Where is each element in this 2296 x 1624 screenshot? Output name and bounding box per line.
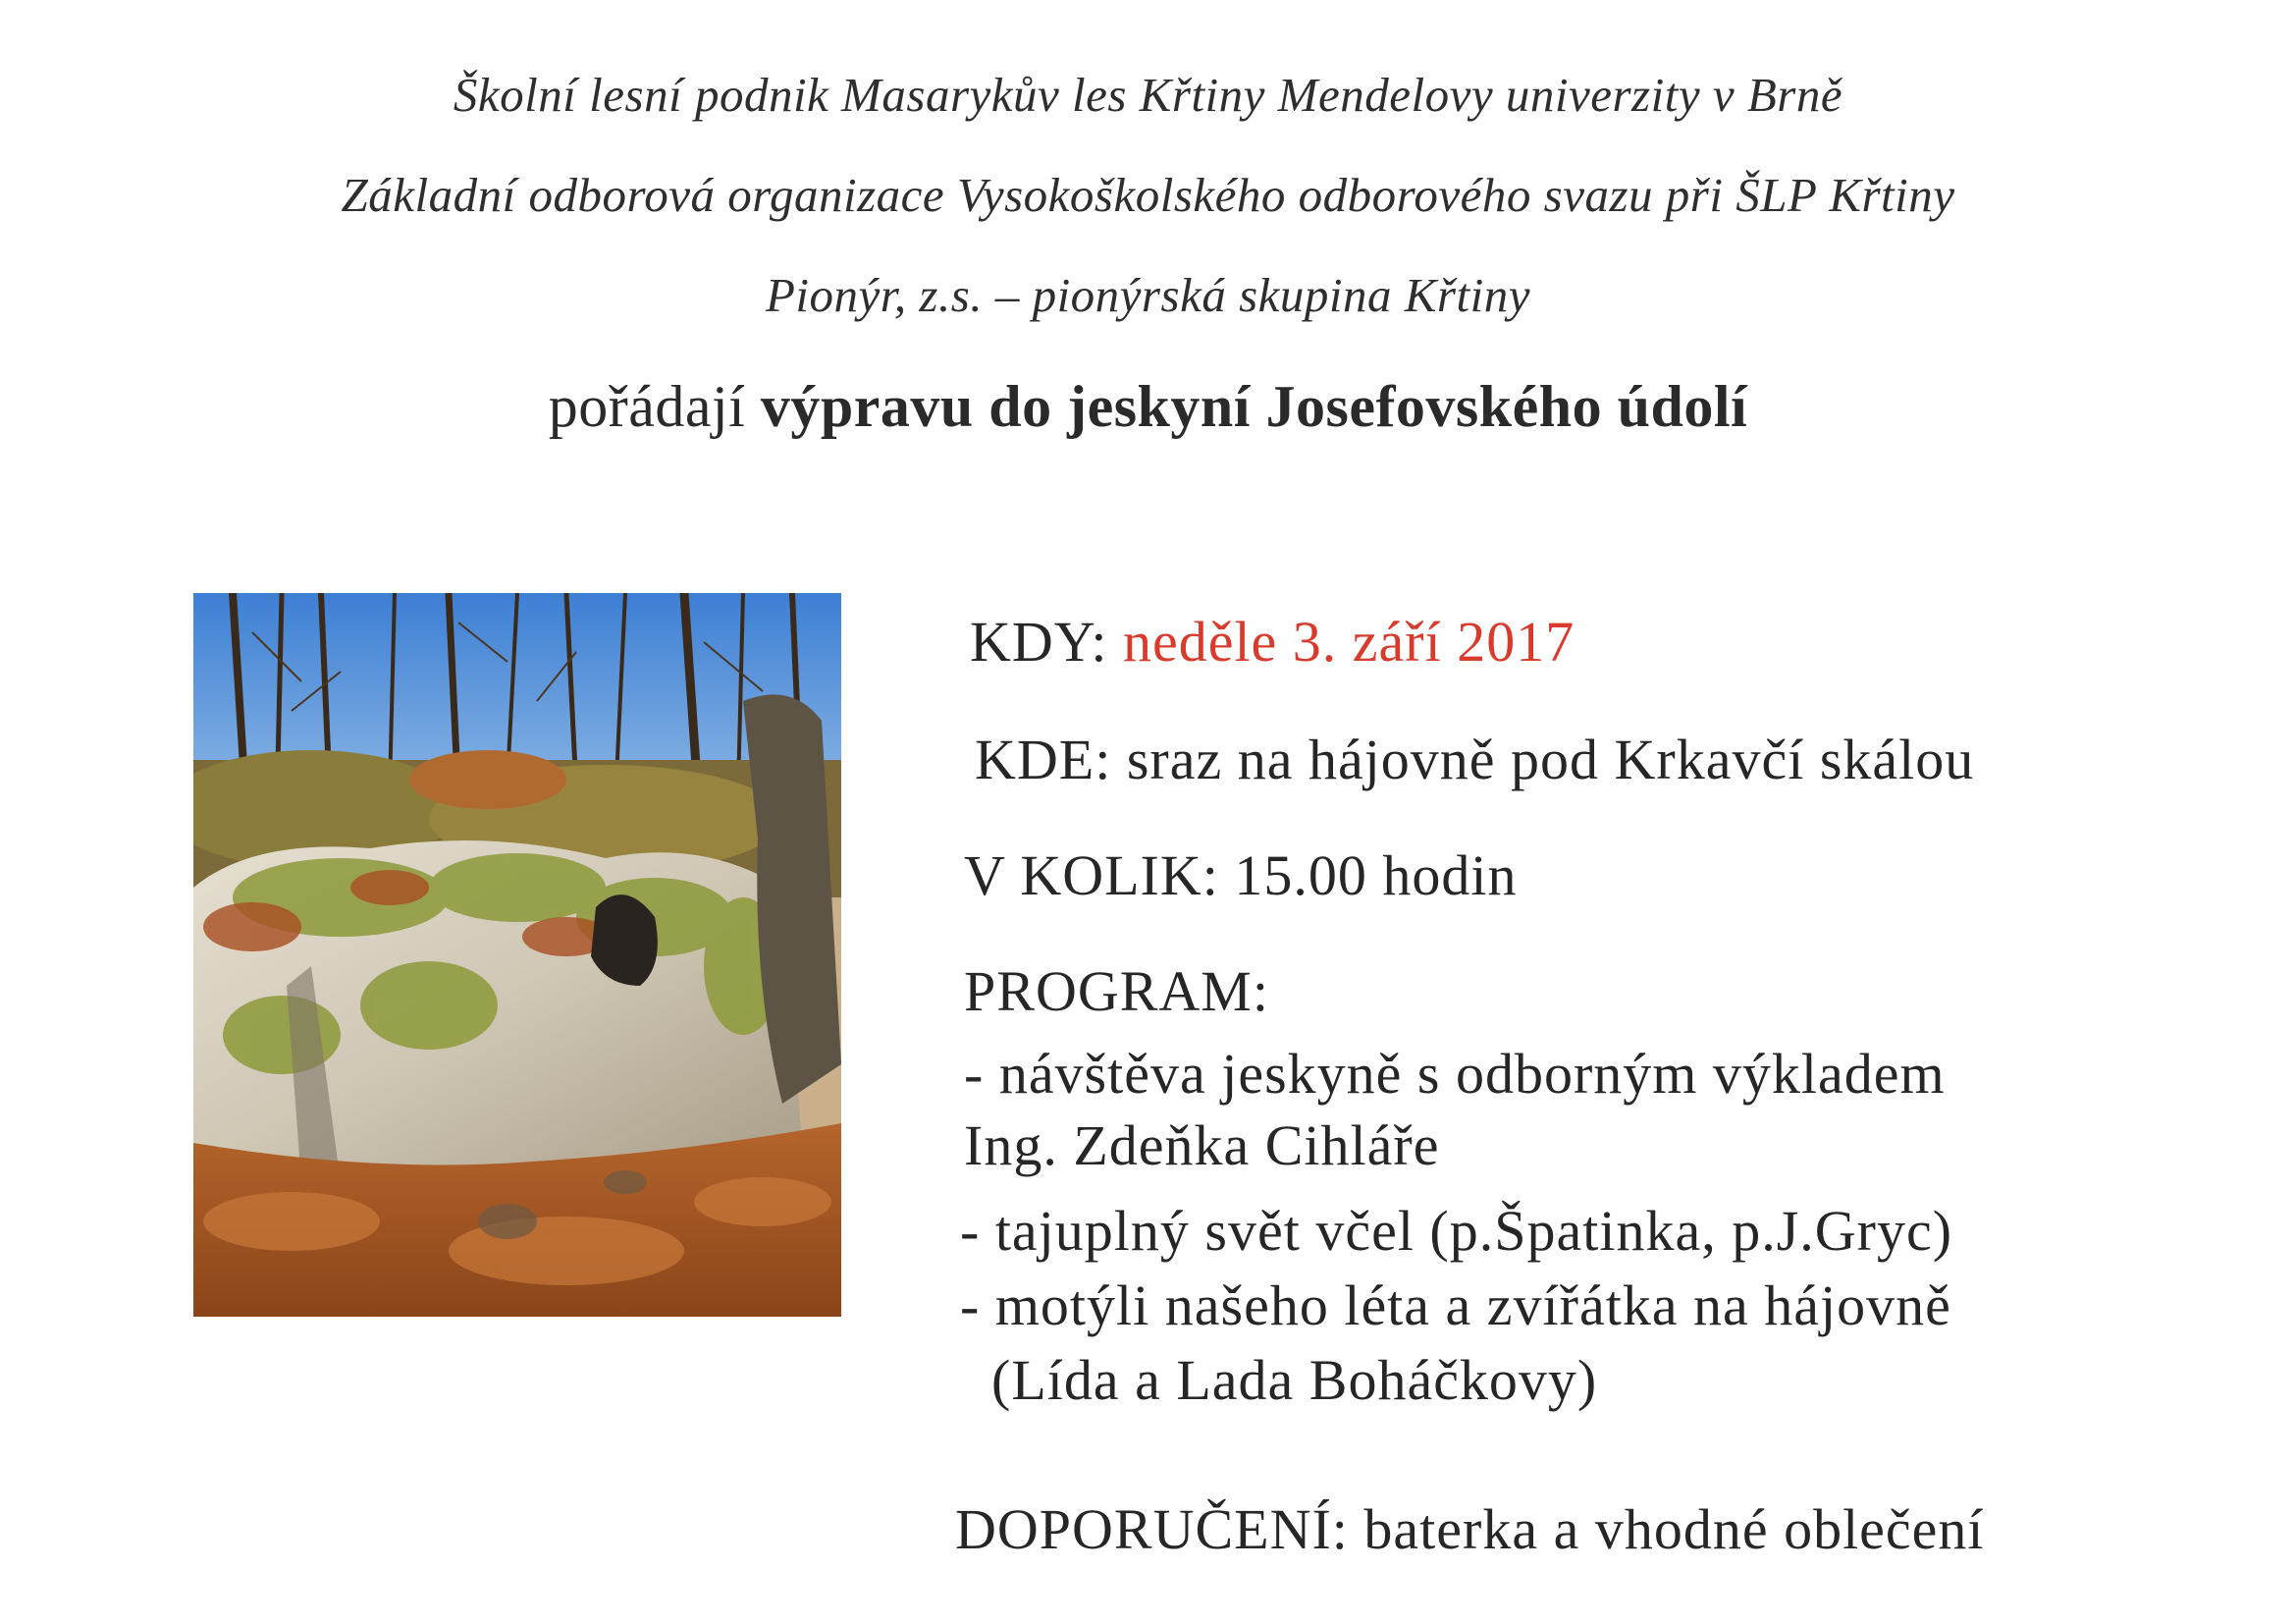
where-label: KDE: [975,728,1127,791]
when-value: neděle 3. září 2017 [1122,610,1575,674]
time-line [964,842,1517,908]
program-item-1-continued: Ing. Zdeňka Cihláře [964,1113,1440,1177]
recommendation-line [955,1496,1985,1562]
program-item-3-continued: (Lída a Lada Boháčkovy) [991,1348,1598,1412]
where-value: sraz na hájovně pod Krkavčí skálou [1126,728,1975,791]
organizer-line-3: Pionýr, z.s. – pionýrská skupina Křtiny [766,268,1530,322]
program-heading: PROGRAM: [964,959,1269,1023]
cave-rock-photo [193,593,841,1317]
when-label: KDY: [970,610,1123,674]
headline-prefix: pořádají [548,374,761,439]
when-line [970,609,1575,675]
time-label: V KOLIK: [964,843,1235,907]
program-item-1: - návštěva jeskyně s odborným výkladem [964,1042,1946,1106]
recommendation-value: baterka a vhodné oblečení [1363,1497,1985,1561]
time-value: 15.00 hodin [1234,843,1518,907]
event-headline [0,373,2296,441]
organizer-line-1: Školní lesní podnik Masarykův les Křtiny Mendelovy univerzity v Brně [453,68,1843,122]
program-item-3: - motýli našeho léta a zvířátka na hájovně [960,1273,1951,1337]
program-item-2: - tajuplný svět včel (p.Špatinka, p.J.Gryc) [960,1199,1953,1263]
organizer-line-2: Základní odborová organizace Vysokoškolského odborového svazu při ŠLP Křtiny [341,168,1955,222]
recommendation-label: DOPORUČENÍ: [955,1497,1364,1561]
headline-title: výpravu do jeskyní Josefovského údolí [760,374,1748,439]
where-line [975,727,1974,792]
